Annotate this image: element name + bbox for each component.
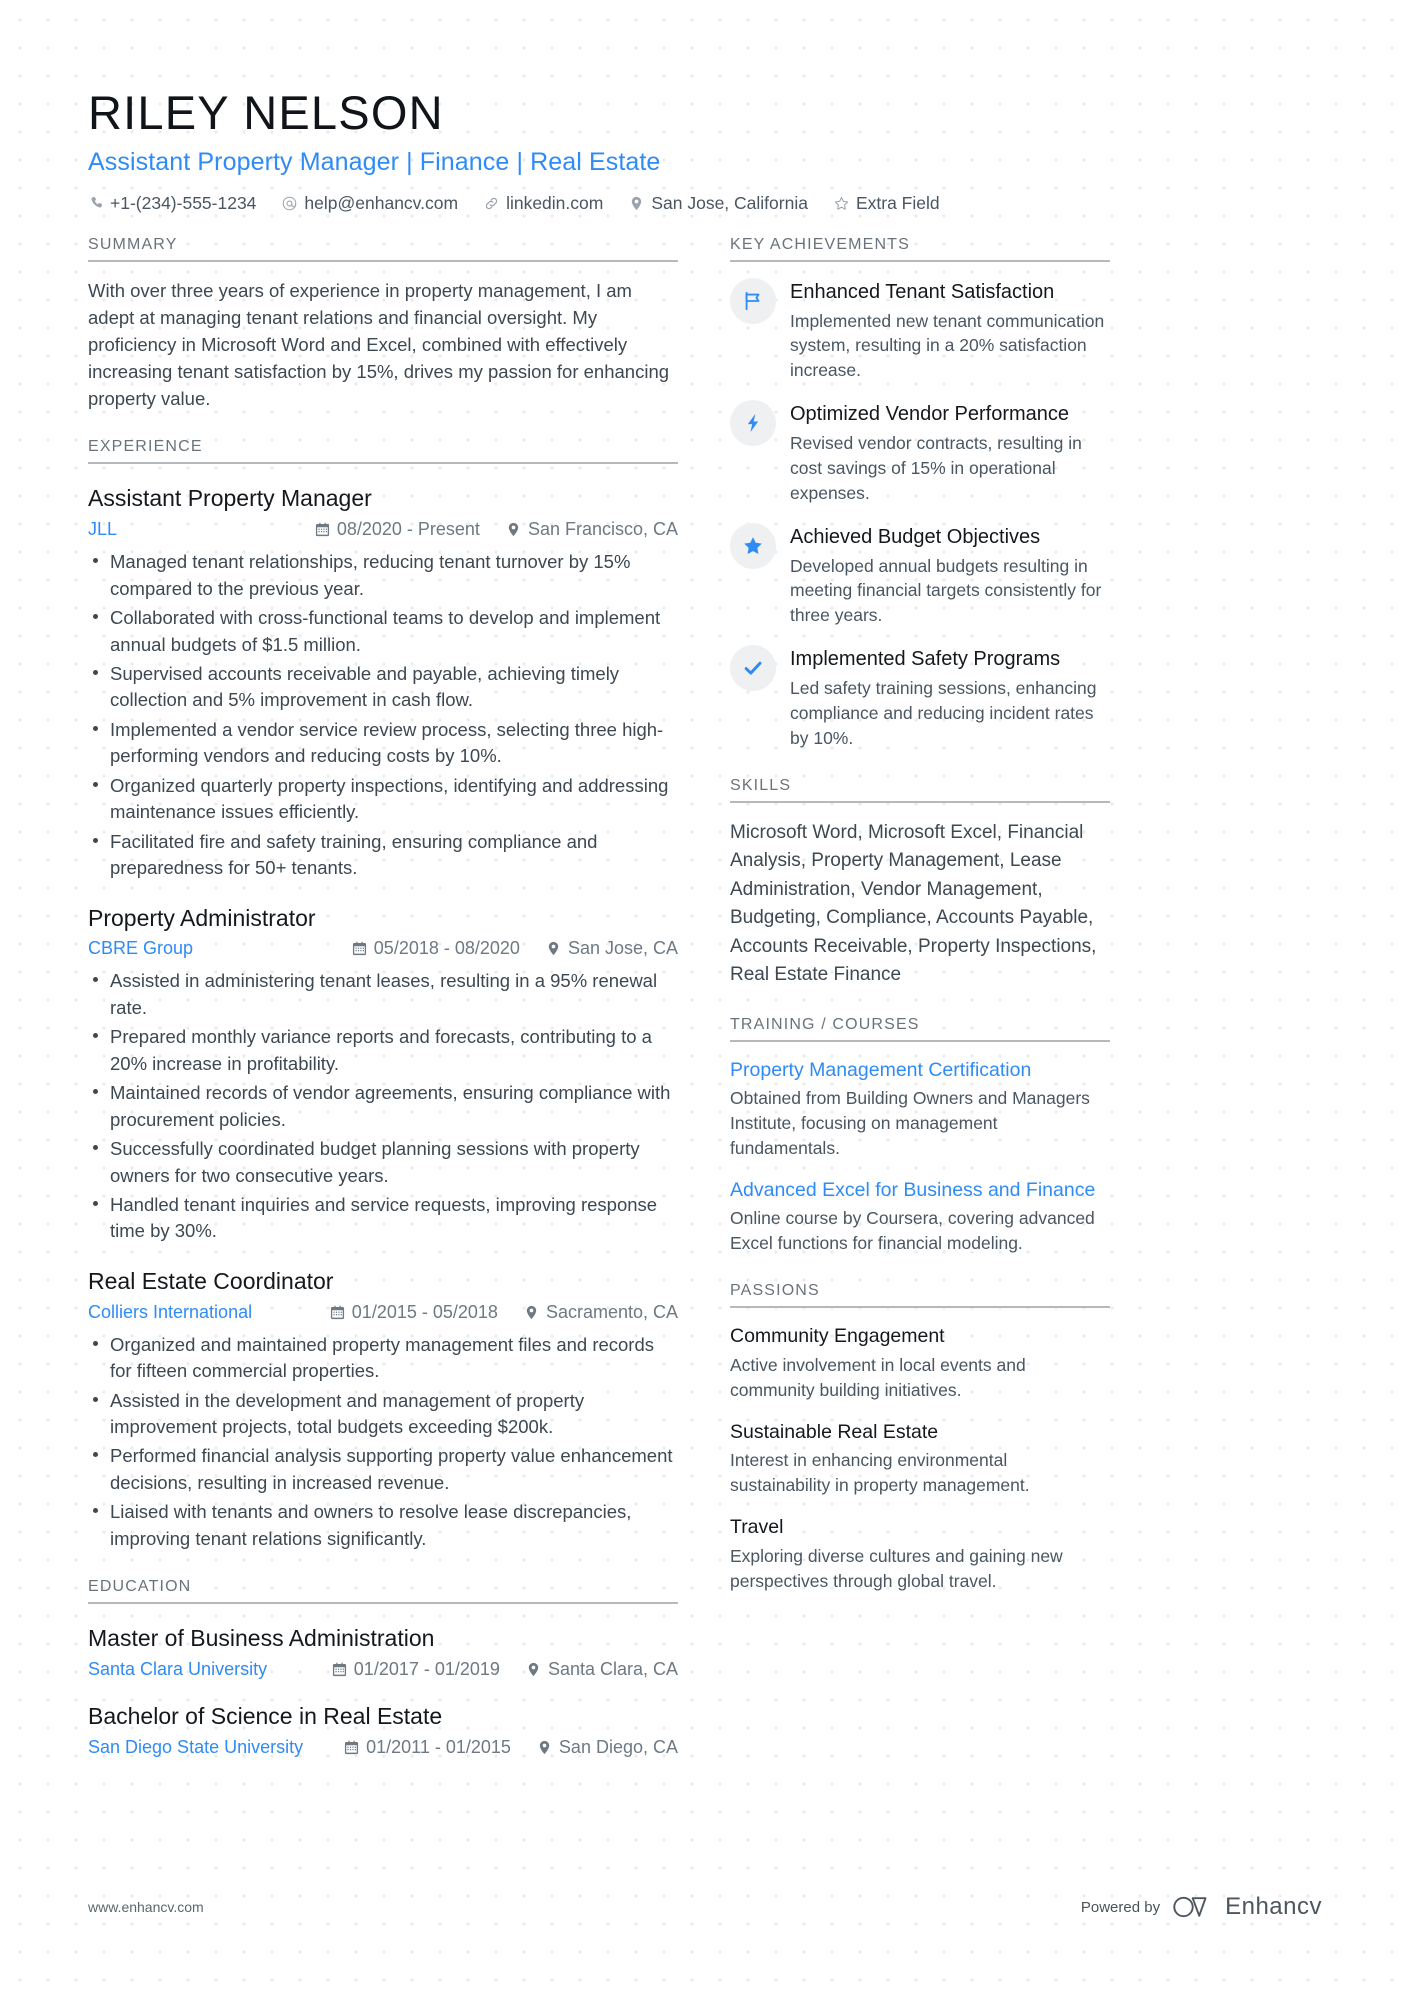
- school-name[interactable]: Santa Clara University: [88, 1659, 268, 1680]
- job-location: [506, 519, 678, 540]
- skills-section: [730, 777, 1110, 990]
- company-name[interactable]: JLL: [88, 519, 118, 540]
- passion-item: [730, 1324, 1110, 1402]
- contact-text: linkedin.com: [506, 192, 604, 213]
- achievement-item: [730, 647, 1110, 751]
- education-location: [526, 1659, 678, 1680]
- education-location-text: San Diego, CA: [558, 1736, 678, 1757]
- footer-website[interactable]: www.enhancv.com: [88, 1899, 204, 1915]
- right-column: [730, 236, 1110, 1758]
- achievements-heading: KEY ACHIEVEMENTS: [730, 236, 1110, 262]
- job-location-text: Sacramento, CA: [545, 1301, 678, 1322]
- job-date-text: 01/2015 - 05/2018: [351, 1301, 498, 1322]
- summary-text: With over three years of experience in property management, I am adept at managing tenant relations and financial oversight. My proficiency in Microsoft Word and Excel, combined with effectively increasing tenant satisfaction by 15%, drives my passion for enhancing property value.: [88, 279, 670, 410]
- contact-item-0[interactable]: [88, 193, 256, 214]
- achievement-title: Optimized Vendor Performance: [790, 403, 1070, 426]
- job-date-text: 08/2020 - Present: [336, 519, 480, 540]
- summary-heading: SUMMARY: [88, 236, 678, 262]
- job-date: [315, 519, 480, 540]
- job-meta: [88, 1302, 678, 1323]
- achievement-desc: Developed annual budgets resulting in meeting financial targets consistently for three years.: [790, 555, 1102, 626]
- achievement-title: Achieved Budget Objectives: [790, 525, 1041, 548]
- job-location-text: San Francisco, CA: [527, 519, 678, 540]
- job-bullet: Managed tenant relationships, reducing tenant turnover by 15% compared to the previous year.: [88, 549, 678, 602]
- job-meta: [88, 519, 678, 540]
- job-bullet: Assisted in administering tenant leases, resulting in a 95% renewal rate.: [88, 968, 678, 1021]
- calendar-icon: [315, 522, 330, 537]
- star-icon: [730, 523, 776, 569]
- passions-list: [730, 1324, 1110, 1593]
- resume-footer: [88, 1893, 1322, 1921]
- contact-text: Extra Field: [855, 192, 940, 213]
- calendar-icon: [352, 941, 367, 956]
- contact-text: San Jose, California: [651, 192, 808, 213]
- job-bullets: [88, 549, 678, 881]
- education-meta: [88, 1737, 678, 1758]
- enhancv-logo: [1172, 1893, 1322, 1921]
- powered-by-label: Powered by: [1080, 1898, 1161, 1916]
- job-bullet: Facilitated fire and safety training, ensuring compliance and preparedness for 50+ tenants.: [88, 829, 678, 882]
- contact-text: +1-(234)-555-1234: [110, 192, 257, 213]
- education-date: [344, 1737, 511, 1758]
- link-icon: [484, 196, 499, 211]
- job-title: Property Administrator: [88, 904, 316, 931]
- check-icon: [730, 645, 776, 691]
- calendar-icon: [332, 1662, 347, 1677]
- enhancv-mark-icon: [1172, 1894, 1216, 1920]
- location-icon: [526, 1662, 541, 1677]
- passion-item: [730, 1420, 1110, 1498]
- passions-heading: PASSIONS: [730, 1282, 1110, 1308]
- summary-section: [88, 236, 678, 413]
- job-location: [524, 1302, 678, 1323]
- job-bullet: Prepared monthly variance reports and forecasts, contributing to a 20% increase in profitability.: [88, 1024, 678, 1077]
- achievement-desc: Implemented new tenant communication system, resulting in a 20% satisfaction increase.: [790, 310, 1105, 381]
- job-location-text: San Jose, CA: [567, 938, 678, 959]
- training-section: [730, 1016, 1110, 1257]
- training-desc: Online course by Coursera, covering advanced Excel functions for financial modeling.: [730, 1208, 1095, 1254]
- job-title: Real Estate Coordinator: [88, 1267, 334, 1294]
- passion-item: [730, 1515, 1110, 1593]
- skills-heading: SKILLS: [730, 777, 1110, 803]
- training-title[interactable]: Advanced Excel for Business and Finance: [730, 1179, 1096, 1202]
- experience-entry: [88, 1267, 678, 1552]
- footer-brand: [1081, 1893, 1322, 1921]
- company-name[interactable]: CBRE Group: [88, 938, 194, 959]
- resume-header: [88, 86, 1322, 214]
- company-name[interactable]: Colliers International: [88, 1301, 253, 1322]
- lightning-bolt-icon: [730, 400, 776, 446]
- education-list: [88, 1624, 678, 1758]
- job-bullet: Maintained records of vendor agreements, ensuring compliance with procurement policies.: [88, 1080, 678, 1133]
- education-date-text: 01/2011 - 01/2015: [366, 1736, 511, 1757]
- passion-title: Community Engagement: [730, 1325, 945, 1348]
- job-bullet: Organized quarterly property inspections, identifying and addressing maintenance issues efficiently.: [88, 773, 678, 826]
- education-date-text: 01/2017 - 01/2019: [353, 1659, 500, 1680]
- job-date: [330, 1302, 498, 1323]
- achievement-desc: Revised vendor contracts, resulting in cost savings of 15% in operational expenses.: [790, 433, 1082, 503]
- achievement-desc: Led safety training sessions, enhancing compliance and reducing incident rates by 10%.: [790, 678, 1097, 748]
- job-date-text: 05/2018 - 08/2020: [373, 938, 520, 959]
- location-icon: [506, 522, 521, 537]
- education-location-text: Santa Clara, CA: [547, 1659, 678, 1680]
- job-bullets: [88, 1332, 678, 1553]
- education-entry: [88, 1702, 678, 1758]
- passion-desc: Active involvement in local events and community building initiatives.: [730, 1354, 1026, 1400]
- column-gutter: [678, 236, 730, 1758]
- job-location: [546, 938, 678, 959]
- job-meta: [88, 938, 678, 959]
- job-bullet: Performed financial analysis supporting property value enhancement decisions, resulting in increased revenue.: [88, 1443, 678, 1496]
- education-entry: [88, 1624, 678, 1680]
- training-title[interactable]: Property Management Certification: [730, 1058, 1032, 1081]
- training-desc: Obtained from Building Owners and Managers Institute, focusing on management fundamentals.: [730, 1088, 1090, 1159]
- job-bullet: Collaborated with cross-functional teams to develop and implement annual budgets of $1.5 million.: [88, 605, 678, 658]
- enhancv-wordmark: Enhancv: [1225, 1893, 1322, 1920]
- experience-heading: EXPERIENCE: [88, 438, 678, 464]
- experience-list: [88, 484, 678, 1552]
- star-outline-icon: [834, 196, 849, 211]
- passion-title: Sustainable Real Estate: [730, 1420, 939, 1443]
- job-bullet: Implemented a vendor service review process, selecting three high-performing vendors and reducing costs by 10%.: [88, 717, 678, 770]
- contact-text: help@enhancv.com: [304, 192, 459, 213]
- job-bullets: [88, 968, 678, 1245]
- calendar-icon: [344, 1740, 359, 1755]
- achievement-body: [790, 647, 1110, 751]
- achievements-section: [730, 236, 1110, 751]
- degree-title: Bachelor of Science in Real Estate: [88, 1703, 443, 1730]
- contact-item-4[interactable]: [834, 193, 940, 214]
- passion-desc: Interest in enhancing environmental sustainability in property management.: [730, 1450, 1030, 1496]
- achievements-list: [730, 280, 1110, 751]
- phone-icon: [88, 196, 103, 211]
- achievement-item: [730, 402, 1110, 506]
- training-list: [730, 1058, 1110, 1257]
- job-bullet: Organized and maintained property management files and records for fifteen commercial properties.: [88, 1332, 678, 1385]
- passions-section: [730, 1282, 1110, 1593]
- job-bullet: Handled tenant inquiries and service requests, improving response time by 30%.: [88, 1192, 678, 1245]
- location-icon: [546, 941, 561, 956]
- experience-section: [88, 438, 678, 1552]
- passion-desc: Exploring diverse cultures and gaining new perspectives through global travel.: [730, 1545, 1063, 1591]
- achievement-title: Implemented Safety Programs: [790, 648, 1061, 671]
- contact-item-1[interactable]: [282, 193, 458, 214]
- achievement-body: [790, 280, 1110, 384]
- training-item: [730, 1058, 1110, 1161]
- experience-entry: [88, 904, 678, 1245]
- flag-icon: [730, 278, 776, 324]
- training-heading: TRAINING / COURSES: [730, 1016, 1110, 1042]
- degree-title: Master of Business Administration: [88, 1625, 435, 1652]
- contact-item-2[interactable]: [484, 193, 603, 214]
- education-date: [332, 1659, 500, 1680]
- candidate-headline: Assistant Property Manager | Finance | Real Estate: [88, 147, 661, 176]
- education-location: [537, 1737, 678, 1758]
- location-icon: [537, 1740, 552, 1755]
- job-bullet: Assisted in the development and management of property improvement projects, total budgets exceeding $200k.: [88, 1388, 678, 1441]
- calendar-icon: [330, 1305, 345, 1320]
- email-icon: [282, 196, 297, 211]
- school-name[interactable]: San Diego State University: [88, 1736, 304, 1757]
- left-column: [88, 236, 678, 1758]
- skills-text: Microsoft Word, Microsoft Excel, Financial Analysis, Property Management, Lease Administration, Vendor Management, Budgeting, Compliance, Accounts Payable, Accounts Receivable, Property Inspections, Real Estate Finance: [730, 821, 1097, 986]
- job-title: Assistant Property Manager: [88, 485, 372, 512]
- passion-title: Travel: [730, 1516, 784, 1539]
- resume-columns: [88, 236, 1322, 1758]
- education-meta: [88, 1659, 678, 1680]
- achievement-item: [730, 525, 1110, 629]
- achievement-body: [790, 525, 1110, 629]
- job-date: [352, 938, 520, 959]
- candidate-name: RILEY NELSON: [88, 86, 444, 139]
- achievement-title: Enhanced Tenant Satisfaction: [790, 280, 1055, 303]
- job-bullet: Supervised accounts receivable and payable, achieving timely collection and 5% improvement in cash flow.: [88, 661, 678, 714]
- achievement-body: [790, 402, 1110, 506]
- training-item: [730, 1178, 1110, 1256]
- location-icon: [524, 1305, 539, 1320]
- experience-entry: [88, 484, 678, 881]
- contact-list: [88, 193, 1322, 214]
- education-section: [88, 1578, 678, 1758]
- achievement-item: [730, 280, 1110, 384]
- location-icon: [629, 196, 644, 211]
- job-bullet: Successfully coordinated budget planning sessions with property owners for two consecutive years.: [88, 1136, 678, 1189]
- contact-item-3[interactable]: [629, 193, 808, 214]
- education-heading: EDUCATION: [88, 1578, 678, 1604]
- job-bullet: Liaised with tenants and owners to resolve lease discrepancies, improving tenant relations significantly.: [88, 1499, 678, 1552]
